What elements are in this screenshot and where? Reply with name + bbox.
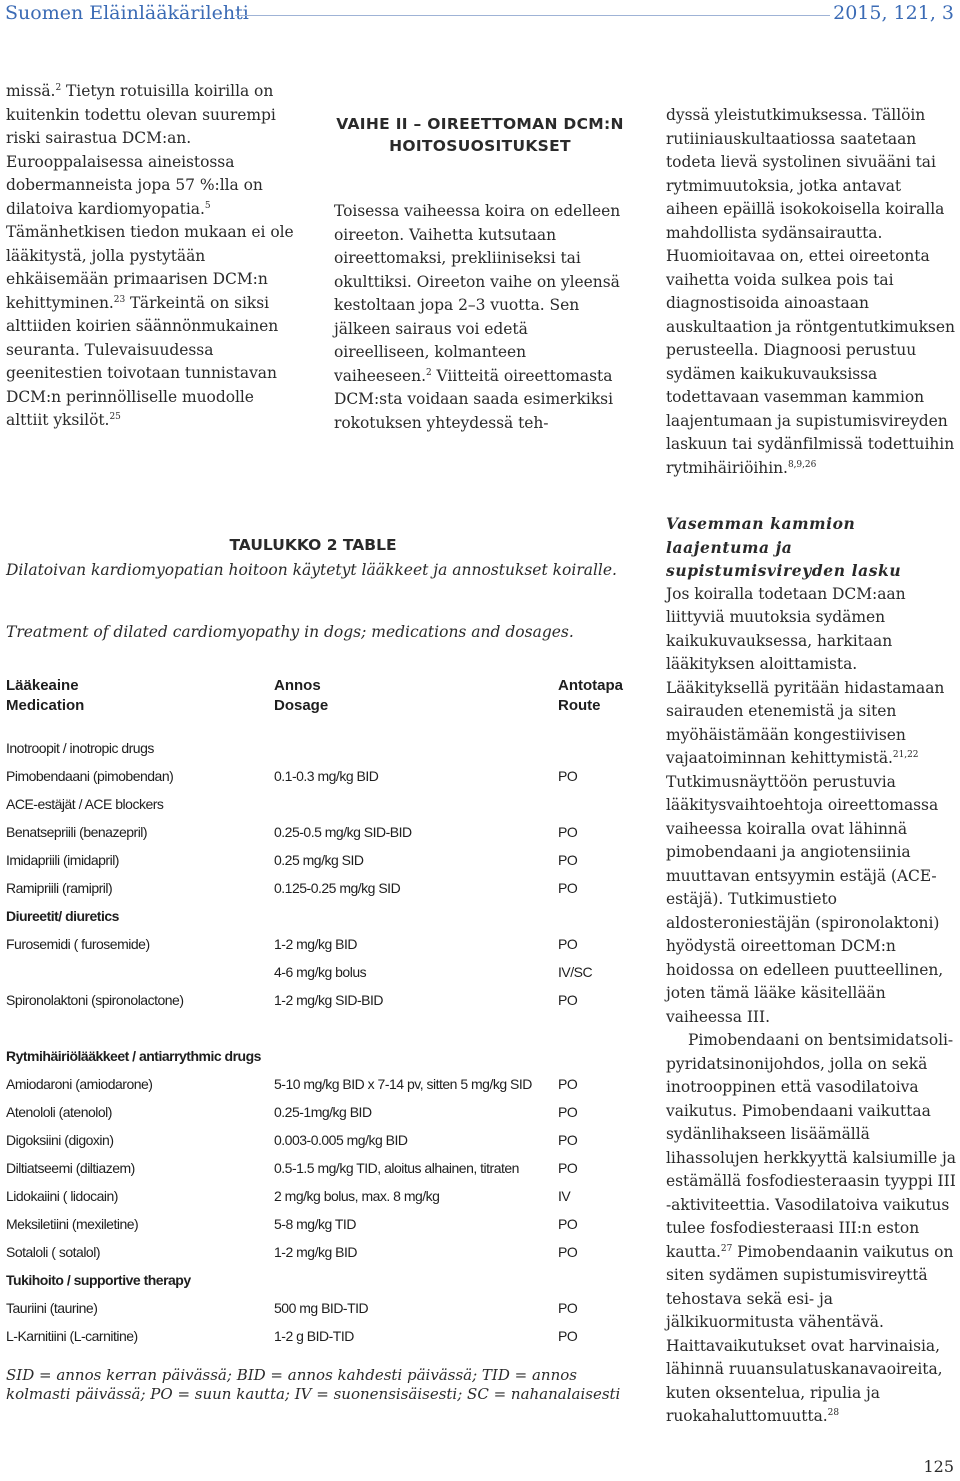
cell-medication: Spironolaktoni (spironolactone) [6, 992, 184, 1008]
header-route [558, 676, 623, 716]
text: Tutkimusnäyttöön perustuvia lääkitysvaihtoehtoja oireettomassa vaiheessa koiralla ovat lähinnä pimobendaani ja angiotensiinia muuttavan entsyymin estäjä (ACE-estäjä). Tutkimustieto aldosteroniestäjän (spironolaktoni) hyödystä oireettoman DCM:n hoidossa on edelleen puutteellinen, joten tämä lääke käsitellään vaiheessa III. [666, 772, 944, 1026]
table-row [6, 1102, 646, 1129]
cell-medication: Furosemidi ( furosemide) [6, 936, 150, 952]
header-label: Annos [274, 677, 321, 694]
cell-dosage: 5-10 mg/kg BID x 7-14 pv, sitten 5 mg/kg SID [274, 1076, 532, 1092]
text: dyssä yleistutkimuksessa. Tällöin rutiiniauskultaatiossa saatetaan todeta lievä systolinen sivuääni tai rytmimuutoksia, jotka antavat aiheen epäillä isokokoisella koiralla mahdollista sydänsairautta. Huomioitavaa on, ettei oireetonta vaihetta voida sulkea pois tai diagnostisoida ainoastaan auskultaation ja röntgentutkimuksen perusteella. Diagnoosi perustuu sydämen kaikukuvauksissa todettavaan vasemman kammion laajentumaan ja supistumisvireyden laskuun tai sydänfilmissä todettuihin rytmihäiriöihin. [666, 106, 955, 477]
cell-medication: Amiodaroni (amiodarone) [6, 1076, 153, 1092]
text: Tietyn rotuisilla koirilla on kuitenkin todettu olevan suurempi riski sairastua DCM:an. Eurooppalaisessa aineistossa dobermanneista jopa 57 %:lla on dilatoiva kardiomyopatia. [6, 82, 276, 218]
cell-route: PO [558, 852, 578, 868]
text: Pimobendaani on bentsimidatsoli-pyridatsinonijohdos, jolla on sekä inotrooppinen että vasodilatoiva vaikutus. Pimobendaani vaikuttaa sydänlihakseen lisäämällä lihassolujen herkkyyttä kalsiumille ja estämällä fosfodiesteraasin tyyppi III -aktiviteettia. Vasodilatoiva vaikutus tulee fosfodiesteraasi III:n eston kautta. [666, 1031, 956, 1261]
table-row [6, 1074, 646, 1101]
cell-route: PO [558, 768, 578, 784]
cell-route: IV/SC [558, 964, 593, 980]
reference: 23 [113, 294, 126, 305]
cell-medication: L-Karnitiini (L-carnitine) [6, 1328, 138, 1344]
reference: 2 [425, 367, 432, 378]
table-row [6, 738, 646, 765]
table-row [6, 766, 646, 793]
reference: 21,22 [892, 749, 919, 760]
cell-medication: Imidapriili (imidapril) [6, 852, 119, 868]
cell-medication: Atenololi (atenolol) [6, 1104, 112, 1120]
cell-medication: Pimobendaani (pimobendan) [6, 768, 174, 784]
cell-medication: Sotaloli ( sotalol) [6, 1244, 100, 1260]
page-number: 125 [923, 1457, 954, 1476]
header-dosage [274, 676, 328, 716]
paragraph [6, 80, 298, 433]
table-row [6, 1130, 646, 1157]
cell-dosage: 5-8 mg/kg TID [274, 1216, 356, 1232]
paragraph [666, 104, 958, 480]
journal-title: Suomen Eläinlääkärilehti [5, 2, 249, 24]
table-row [6, 822, 646, 849]
text: Tämänhetkisen tiedon mukaan ei ole lääkitystä, jolla pystytään ehkäisemään primaarisen DCM:n kehittyminen. [6, 223, 294, 312]
cell-dosage: 4-6 mg/kg bolus [274, 964, 367, 980]
reference: 8,9,26 [787, 459, 817, 470]
paragraph [666, 583, 958, 1030]
cell-medication: Benatsepriili (benazepril) [6, 824, 148, 840]
cell-route: PO [558, 1076, 578, 1092]
cell-medication: Diureetit/ diuretics [6, 908, 119, 924]
column-2 [334, 200, 626, 435]
cell-route: PO [558, 824, 578, 840]
cell-dosage: 1-2 mg/kg BID [274, 1244, 357, 1260]
cell-dosage: 0.003-0.005 mg/kg BID [274, 1132, 408, 1148]
text: Toisessa vaiheessa koira on edelleen oireeton. Vaihetta kutsutaan oireettomaksi, prekliiniseksi tai okulttiksi. Oireeton vaihe on yleensä kestoltaan jopa 2–3 vuotta. Sen jälkeen sairaus voi edetä oireelliseen, kolmanteen vaiheeseen. [334, 202, 621, 385]
cell-medication: Ramipriili (ramipril) [6, 880, 113, 896]
cell-route: PO [558, 992, 578, 1008]
cell-route: PO [558, 1160, 578, 1176]
table-row [6, 906, 646, 933]
table-row [6, 1270, 646, 1297]
cell-medication: Digoksiini (digoxin) [6, 1132, 114, 1148]
cell-dosage: 1-2 g BID-TID [274, 1328, 354, 1344]
cell-dosage: 2 mg/kg bolus, max. 8 mg/kg [274, 1188, 440, 1204]
paragraph [334, 200, 626, 435]
text: Tärkeintä on siksi alttiiden koirien säännönmukainen seuranta. Tulevaisuudessa geenitestien toivotaan tunnistavan DCM:n perinnölliselle muodolle alttiit yksilöt. [6, 293, 279, 429]
column-3 [666, 104, 958, 480]
table-row [6, 1214, 646, 1241]
text: Jos koiralla todetaan DCM:aan liittyviä muutoksia sydämen kaikukuvauksessa, harkitaan lääkityksen aloittamista. Lääkityksellä pyritään hidastamaan sairauden etenemistä ja siten myöhäistämään kongestiivisen vajaatoiminnan kehittymistä. [666, 584, 945, 767]
table-caption-fi: Dilatoivan kardiomyopatian hoitoon käytetyt lääkkeet ja annostukset koiralle. [6, 561, 617, 579]
table-row [6, 962, 646, 989]
cell-medication: ACE-estäjät / ACE blockers [6, 796, 164, 812]
cell-dosage: 0.25-0.5 mg/kg SID-BID [274, 824, 412, 840]
cell-medication: Inotroopit / inotropic drugs [6, 740, 154, 756]
header-label: Route [558, 697, 601, 714]
header-medication [6, 676, 84, 716]
table-row [6, 1242, 646, 1269]
header-label: Dosage [274, 697, 329, 714]
column-4 [666, 512, 958, 1429]
cell-route: IV [558, 1188, 571, 1204]
table-footnote: SID = annos kerran päivässä; BID = annos kahdesti päivässä; TID = annos kolmasti päivässä; PO = suun kautta; IV = suonensisäisesti; SC = nahanalaisesti [6, 1366, 621, 1403]
table-row [6, 990, 646, 1017]
text: missä. [6, 82, 56, 100]
issue-info: 2015, 121, 3 [833, 2, 954, 24]
cell-medication: Lidokaiini ( lidocain) [6, 1188, 118, 1204]
table-row [6, 934, 646, 961]
cell-dosage: 0.5-1.5 mg/kg TID, aloitus alhainen, titraten [274, 1160, 519, 1176]
cell-dosage: 0.25 mg/kg SID [274, 852, 364, 868]
cell-route: PO [558, 1328, 578, 1344]
cell-dosage: 500 mg BID-TID [274, 1300, 369, 1316]
cell-medication: Tauriini (taurine) [6, 1300, 98, 1316]
table-row [6, 1158, 646, 1185]
table-row [6, 850, 646, 877]
text: Pimobendaanin vaikutus on siten sydämen supistumisvireyttä tehostava sekä esi- ja jälkikuormitusta vähentävä. Haittavaikutukset ovat harvinaisia, lähinnä ruuansulatuskanavaoireita, kuten oksentelua, ripulia ja ruokahaluttomuutta. [666, 1242, 954, 1425]
header-label: Medication [6, 697, 85, 714]
table-row [6, 1186, 646, 1213]
cell-medication: Meksiletiini (mexiletine) [6, 1216, 139, 1232]
cell-route: PO [558, 1132, 578, 1148]
reference: 25 [109, 411, 121, 422]
cell-dosage: 0.125-0.25 mg/kg SID [274, 880, 401, 896]
header-label: Antotapa [558, 677, 623, 694]
cell-medication: Tukihoito / supportive therapy [6, 1272, 191, 1288]
cell-dosage: 1-2 mg/kg SID-BID [274, 992, 383, 1008]
reference: 28 [827, 1407, 840, 1418]
cell-route: PO [558, 1216, 578, 1232]
cell-dosage: 0.1-0.3 mg/kg BID [274, 768, 379, 784]
table-row [6, 1046, 646, 1073]
table-row [6, 1298, 646, 1325]
table-row [6, 1326, 646, 1353]
cell-route: PO [558, 936, 578, 952]
cell-dosage: 1-2 mg/kg BID [274, 936, 357, 952]
cell-medication: Diltiatseemi (diltiazem) [6, 1160, 135, 1176]
text: Viitteitä oireettomasta DCM:sta voidaan saada esimerkiksi rokotuksen yhteydessä teh- [334, 366, 613, 432]
cell-route: PO [558, 880, 578, 896]
table-caption-en: Treatment of dilated cardiomyopathy in dogs; medications and dosages. [6, 623, 574, 641]
reference: 2 [55, 82, 62, 93]
header-rule [235, 15, 830, 16]
table-row [6, 878, 646, 905]
subheading: Vasemman kammion laajentuma ja supistumisvireyden lasku [666, 514, 902, 580]
reference: 5 [204, 200, 211, 211]
cell-dosage: 0.25-1mg/kg BID [274, 1104, 372, 1120]
reference: 27 [720, 1243, 733, 1254]
header-label: Lääkeaine [6, 677, 79, 694]
cell-route: PO [558, 1300, 578, 1316]
cell-medication: Rytmihäiriölääkkeet / antiarrythmic drugs [6, 1048, 261, 1064]
section-heading: VAIHE II – OIREETTOMAN DCM:N HOITOSUOSITUKSET [336, 115, 624, 155]
table-row [6, 794, 646, 821]
paragraph [666, 1029, 958, 1429]
table-title: TAULUKKO 2 TABLE [229, 536, 397, 554]
cell-route: PO [558, 1244, 578, 1260]
cell-route: PO [558, 1104, 578, 1120]
column-1 [6, 80, 298, 433]
